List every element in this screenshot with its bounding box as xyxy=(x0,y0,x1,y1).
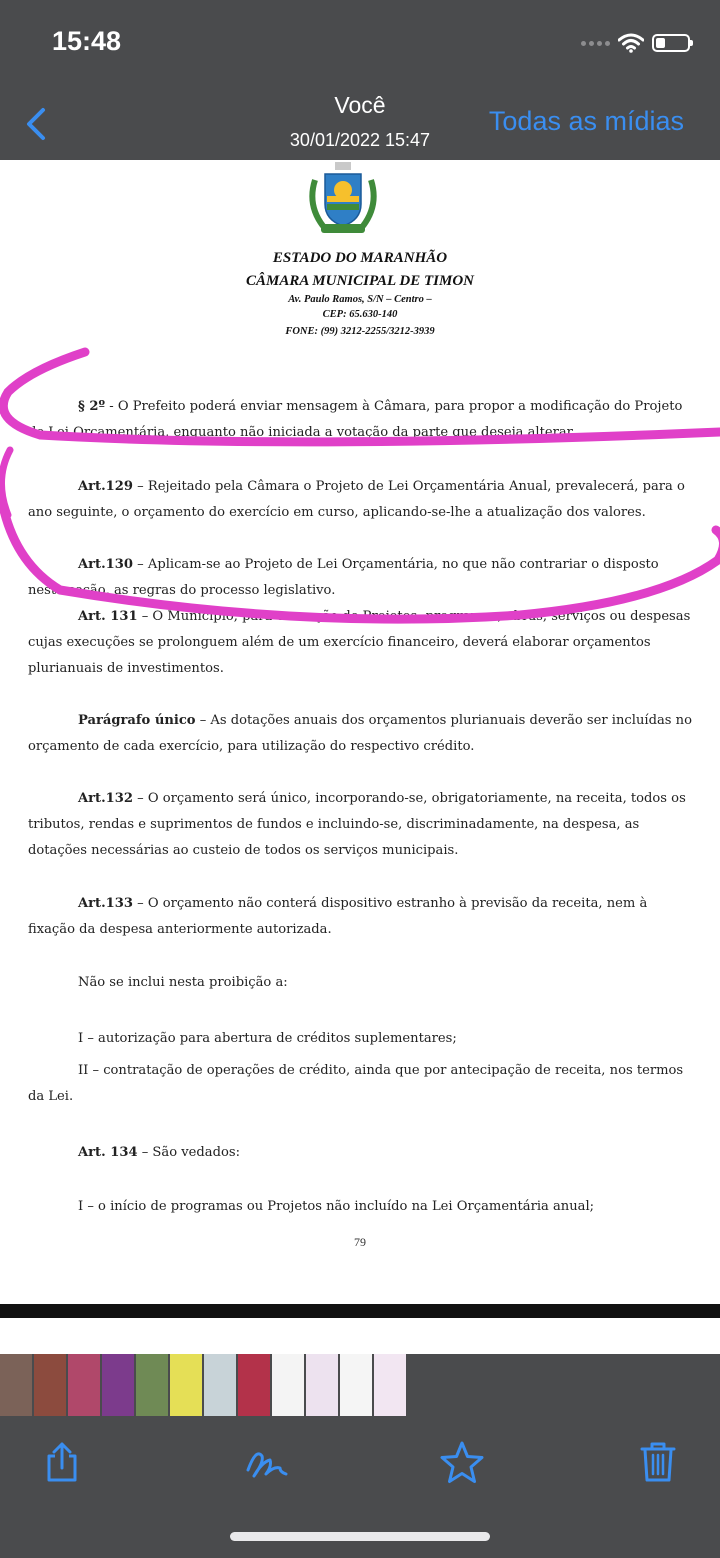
article-label: Art. 134 xyxy=(78,1145,138,1160)
coat-of-arms-icon xyxy=(305,160,381,242)
home-indicator[interactable] xyxy=(230,1532,490,1541)
markup-button[interactable] xyxy=(244,1440,288,1484)
article-label: Art.132 xyxy=(78,791,133,806)
text-line: cujas execuções se prolonguem além de um exercício financeiro, deverá elaborar orçamentos xyxy=(28,635,651,650)
article-133 xyxy=(28,891,690,943)
status-icons xyxy=(581,30,690,56)
header-cep: CEP: 65.630-140 xyxy=(322,309,398,320)
cellular-signal-icon xyxy=(581,41,610,46)
status-bar xyxy=(0,0,720,80)
thumbnail[interactable] xyxy=(34,1354,66,1416)
battery-level xyxy=(656,38,665,48)
article-130 xyxy=(28,552,690,604)
article-label: Parágrafo único xyxy=(78,713,196,728)
thumbnail[interactable] xyxy=(272,1354,304,1416)
nav-bar xyxy=(0,80,720,160)
star-icon xyxy=(438,1440,486,1486)
paragraph-2 xyxy=(28,394,690,446)
battery-icon xyxy=(652,34,690,52)
text-line: da Lei. xyxy=(28,1089,74,1104)
share-button[interactable] xyxy=(40,1440,84,1484)
message-date: 30/01/2022 15:47 xyxy=(289,130,431,150)
thumbnail[interactable] xyxy=(68,1354,100,1416)
document-page xyxy=(0,160,720,1304)
article-label: Art.130 xyxy=(78,557,133,572)
thumbnail[interactable] xyxy=(0,1354,32,1416)
header-state: ESTADO DO MARANHÃO xyxy=(272,250,448,266)
header-chamber: CÂMARA MUNICIPAL DE TIMON xyxy=(246,273,474,289)
thumbnail[interactable] xyxy=(170,1354,202,1416)
text-line: plurianuais de investimentos. xyxy=(28,661,224,676)
text-line: – Aplicam-se ao Projeto de Lei Orçamentária, no que não contrariar o disposto xyxy=(133,557,659,572)
text-line: – O Município, para execução de Projetos, programas, obras, serviços ou despesas xyxy=(137,609,691,624)
clock: 15:48 xyxy=(52,26,122,56)
text-line: de Lei Orçamentária, enquanto não iniciada a votação da parte que deseja alterar. xyxy=(28,425,576,440)
thumbnail[interactable] xyxy=(238,1354,270,1416)
text-line: Não se inclui nesta proibição a: xyxy=(78,975,288,990)
thumbnail[interactable] xyxy=(306,1354,338,1416)
text-line: – O orçamento não conterá dispositivo estranho à previsão da receita, nem à xyxy=(133,896,648,911)
markup-icon xyxy=(244,1440,288,1484)
text-line: nesta seção, as regras do processo legislativo. xyxy=(28,583,336,598)
text-line: tributos, rendas e suprimentos de fundos e incluindo-se, discriminadamente, na despesa, as xyxy=(28,817,640,832)
header-address: Av. Paulo Ramos, S/N – Centro – xyxy=(288,294,432,305)
text-line: fixação da despesa anteriormente autorizada. xyxy=(28,922,332,937)
text-line: II – contratação de operações de crédito, ainda que por antecipação de receita, nos termos xyxy=(78,1063,684,1078)
thumbnail[interactable] xyxy=(136,1354,168,1416)
item-i xyxy=(28,1026,690,1052)
thumbnail[interactable] xyxy=(204,1354,236,1416)
text-line: dotações necessárias ao custeio de todos os serviços municipais. xyxy=(28,843,459,858)
sole-paragraph xyxy=(28,708,690,760)
article-label: Art.133 xyxy=(78,896,133,911)
article-134 xyxy=(28,1140,690,1166)
document-bottom-edge xyxy=(0,1304,720,1318)
text-line: I – o início de programas ou Projetos não incluído na Lei Orçamentária anual; xyxy=(78,1199,595,1214)
article-129 xyxy=(28,474,690,526)
article-label: Art.129 xyxy=(78,479,133,494)
header-phone: FONE: (99) 3212-2255/3212-3939 xyxy=(285,326,435,337)
article-132 xyxy=(28,786,690,864)
article-131 xyxy=(28,604,690,682)
text-line: orçamento de cada exercício, para utilização do respectivo crédito. xyxy=(28,739,475,754)
thumbnail-selected[interactable] xyxy=(374,1354,406,1416)
delete-button[interactable] xyxy=(636,1440,680,1484)
text-line: – As dotações anuais dos orçamentos plurianuais deverão ser incluídas no xyxy=(195,713,692,728)
text-line: – O orçamento será único, incorporando-se, obrigatoriamente, na receita, todos os xyxy=(133,791,686,806)
page-number: 79 xyxy=(354,1235,366,1249)
text-line: ano seguinte, o orçamento do exercício em curso, aplicando-se-lhe a atualização dos valores. xyxy=(28,505,646,520)
favorite-button[interactable] xyxy=(438,1440,482,1484)
thumbnail-strip[interactable] xyxy=(0,1354,720,1420)
item-i-134 xyxy=(28,1194,690,1220)
contact-name: Você xyxy=(334,92,386,118)
article-label: Art. 131 xyxy=(78,609,138,624)
text-line: – São vedados: xyxy=(137,1145,240,1160)
text-line: I – autorização para abertura de créditos suplementares; xyxy=(78,1031,457,1046)
text-line: - O Prefeito poderá enviar mensagem à Câmara, para propor a modificação do Projeto xyxy=(105,399,683,414)
paragraph-prohibition xyxy=(28,970,690,996)
thumbnail[interactable] xyxy=(340,1354,372,1416)
text-line: – Rejeitado pela Câmara o Projeto de Lei Orçamentária Anual, prevalecerá, para o xyxy=(133,479,685,494)
item-ii xyxy=(28,1058,690,1110)
paragraph-label: § 2º xyxy=(78,399,106,414)
all-media-button[interactable]: Todas as mídias xyxy=(488,106,684,136)
trash-icon xyxy=(636,1440,680,1484)
thumbnail[interactable] xyxy=(102,1354,134,1416)
viewer-gap xyxy=(0,1318,720,1354)
share-icon xyxy=(40,1440,84,1484)
wifi-icon xyxy=(618,33,644,53)
